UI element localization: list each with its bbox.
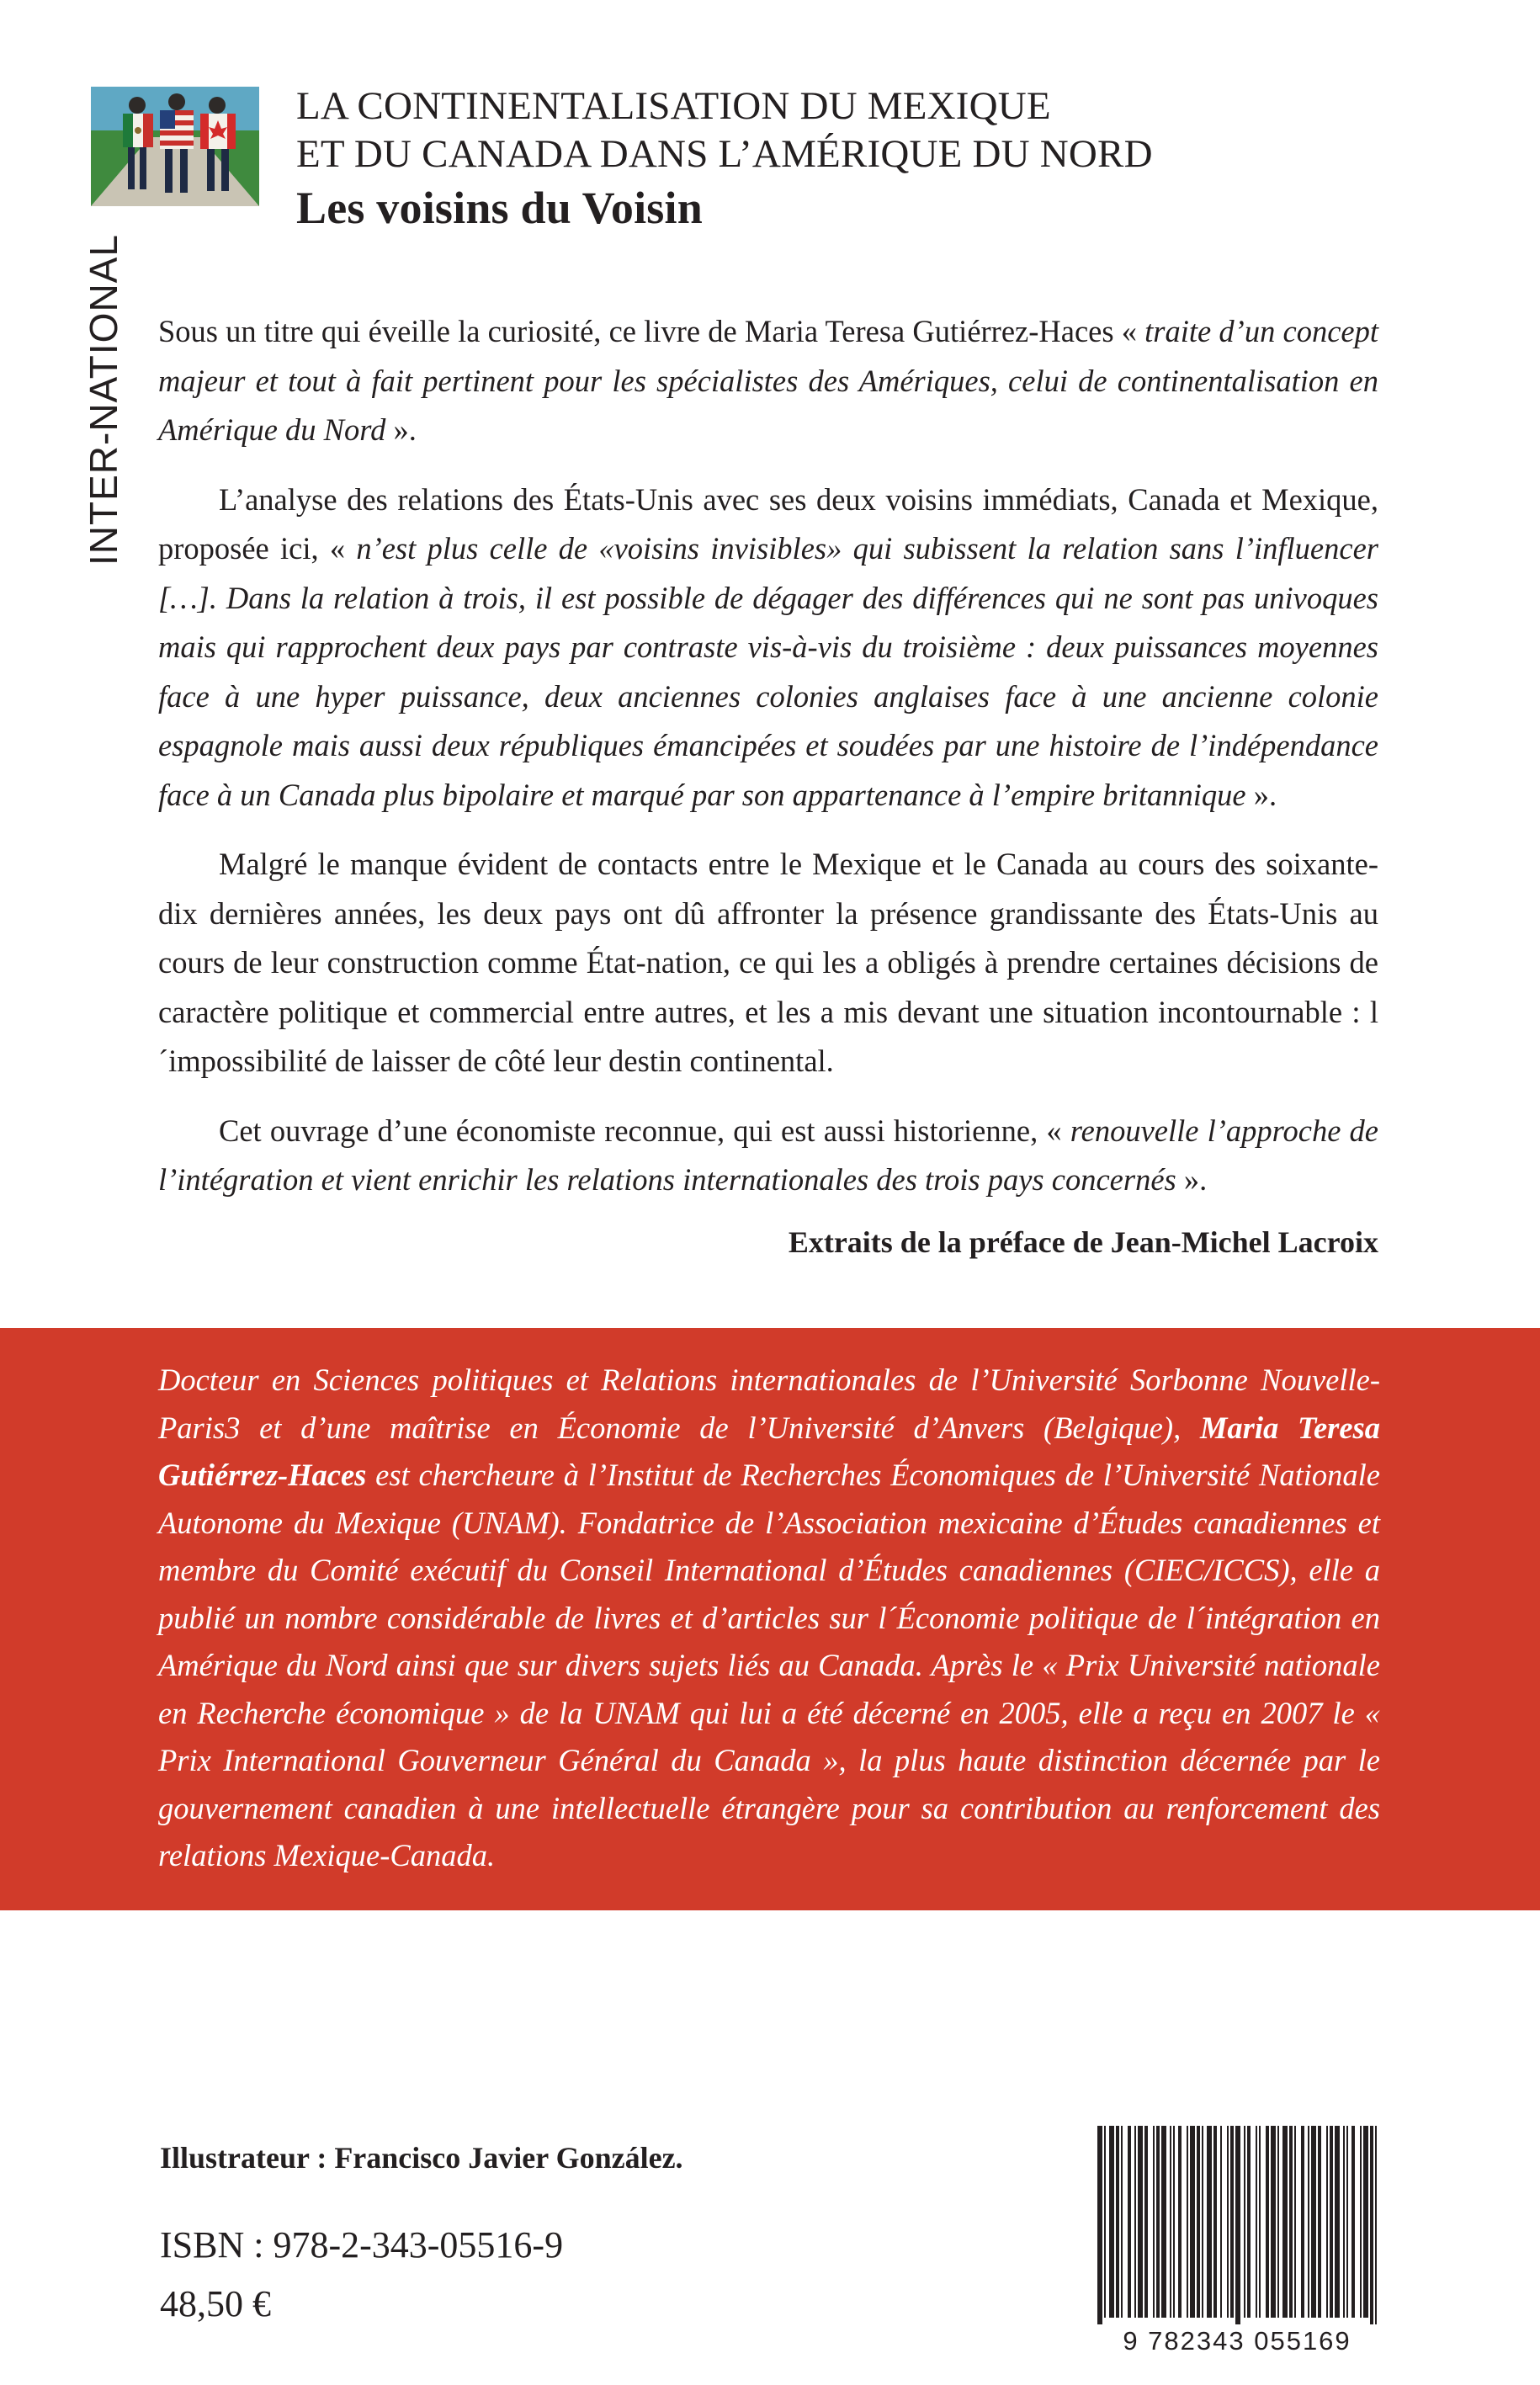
barcode-bar <box>1170 2126 1171 2318</box>
isbn-barcode <box>1086 2121 1389 2360</box>
blurb-paragraph-3 <box>158 840 1378 1086</box>
barcode-bar <box>1104 2126 1106 2318</box>
paragraph-text: Malgré le manque évident de contacts entre le Mexique et le Canada au cours des soixante-dix dernières années, les deux pays ont dû affronter la présence grandissante des États-Unis au cours de leur construction comme État-nation, ce qui les a obligés à prendre certaines décisions de caractère politique et commercial entre autres, et les a mis devant une situation incontournable : l´impossibilité de laisser de côté leur destin continental. <box>158 847 1378 1078</box>
barcode-bar <box>1156 2126 1160 2318</box>
book-title <box>296 82 1458 236</box>
barcode-bar <box>1213 2126 1217 2318</box>
barcode-bar <box>1247 2126 1251 2318</box>
bio-text-rest: est chercheure à l’Institut de Recherches Économiques de l’Université Nationale Autonome du Mexique (UNAM). Fondatrice de l’Association mexicaine d’Études canadiennes et membre du Comité exécutif du Conseil International d’Études canadiennes (CIEC/ICCS), elle a publié un nombre considérable de livres et d’articles sur l´Économie politique de l´intégration en Amérique du Nord ainsi que sur divers sujets liés au Canada. Après le « Prix Université nationale en Recherche économique » de la UNAM qui lui a été décerné en 2005, elle a reçu en 2007 le « Prix International Gouverneur Général du Canada », la plus haute distinction décernée par le gouvernement canadien à une intellectuelle étrangère pour sa contribution au renforcement des relations Mexique-Canada. <box>158 1458 1380 1872</box>
barcode-bar <box>1256 2126 1257 2318</box>
barcode-bar <box>1116 2126 1119 2318</box>
barcode-bar <box>1330 2126 1333 2318</box>
author-bio <box>158 1357 1380 1880</box>
barcode-bar <box>1360 2126 1362 2318</box>
title-line-2: ET DU CANADA DANS L’AMÉRIQUE DU NORD <box>296 132 1153 176</box>
barcode-bar <box>1187 2126 1188 2318</box>
barcode-bar <box>1318 2126 1321 2318</box>
book-subtitle: Les voisins du Voisin <box>296 183 703 233</box>
barcode-bar <box>1190 2126 1195 2318</box>
illustrator-credit: Illustrateur : Francisco Javier González. <box>160 2141 683 2175</box>
bio-text-start: Docteur en Sciences politiques et Relations internationales de l’Université Sorbonne Nouvelle-Paris3 et d’une maîtrise en Économie de l’Université d’Anvers (Belgique), <box>158 1362 1380 1445</box>
barcode-bar <box>1266 2126 1269 2318</box>
paragraph-text: ». <box>385 412 417 447</box>
barcode-bar <box>1244 2126 1245 2318</box>
barcode-bar <box>1220 2126 1222 2318</box>
barcode-bar <box>1173 2126 1175 2318</box>
barcode-bar <box>1144 2126 1148 2318</box>
barcode-bar <box>1207 2126 1212 2318</box>
barcode-bar <box>1259 2126 1261 2318</box>
barcode-bar <box>1311 2126 1316 2318</box>
back-cover-blurb <box>158 307 1378 1225</box>
barcode-bar <box>1138 2126 1143 2318</box>
cover-illustration <box>91 87 259 206</box>
barcode-bar <box>1301 2126 1304 2318</box>
barcode-bar <box>1178 2126 1182 2318</box>
barcode-bar <box>1326 2126 1328 2318</box>
barcode-bar <box>1277 2126 1279 2318</box>
barcode-bar <box>1343 2126 1345 2318</box>
barcode-bar <box>1227 2126 1229 2318</box>
paragraph-text: ». <box>1176 1162 1208 1197</box>
barcode-bar <box>1161 2126 1166 2318</box>
barcode-bar <box>1346 2126 1348 2318</box>
barcode-bar <box>1375 2126 1377 2324</box>
blurb-paragraph-1 <box>158 307 1378 455</box>
barcode-bar <box>1134 2126 1136 2318</box>
barcode-bar <box>1282 2126 1288 2318</box>
paragraph-text: L’analyse des relations des États-Unis avec ses deux voisins immédiats, Canada et Mexique, proposée ici, « <box>158 481 1378 566</box>
barcode-bar <box>1271 2126 1276 2318</box>
blurb-paragraph-2 <box>158 475 1378 821</box>
paragraph-text: Sous un titre qui éveille la curiosité, ce livre de Maria Teresa Gutiérrez-Haces « <box>158 314 1145 348</box>
barcode-digits: 9 782343 055169 <box>1123 2326 1351 2356</box>
author-name: Maria Teresa Gutiérrez-Haces <box>158 1410 1380 1492</box>
barcode-bar <box>1128 2126 1131 2318</box>
barcode-bar <box>1153 2126 1155 2318</box>
barcode-bar <box>1230 2126 1234 2318</box>
barcode-bar <box>1294 2126 1296 2318</box>
quoted-italic-text: traite d’un concept majeur et tout à fait pertinent pour les spécialistes des Amériques, celui de continentalisation en Amérique du Nord <box>158 314 1378 447</box>
paragraph-text: ». <box>1245 777 1277 812</box>
barcode-bar <box>1363 2126 1368 2318</box>
barcode-bar <box>1370 2126 1373 2324</box>
paragraph-text: Cet ouvrage d’une économiste reconnue, qui est aussi historienne, « <box>219 1113 1070 1148</box>
title-line-1: LA CONTINENTALISATION DU MEXIQUE <box>296 84 1051 128</box>
price: 48,50 € <box>160 2283 271 2324</box>
barcode-bar <box>1109 2126 1114 2318</box>
isbn: ISBN : 978-2-343-05516-9 <box>160 2224 564 2265</box>
barcode-bar <box>1121 2126 1123 2318</box>
barcode-bar <box>1335 2126 1340 2318</box>
barcode-bar <box>1235 2126 1240 2324</box>
quoted-italic-text: n’est plus celle de «voisins invisibles» qui subissent la relation sans l’influencer […]. Dans la relation à trois, il est possible de dégager des différences qui ne sont pas univoques mais qui rapprochent deux pays par contraste vis-à-vis du troisième : deux puissances moyennes face à une hyper puissance, deux anciennes colonies anglaises face à une ancienne colonie espagnole mais aussi deux républiques émancipées et soudées par une histoire de l’indépendance face à un Canada plus bipolaire et marqué par son appartenance à l’empire britannique <box>158 531 1378 812</box>
barcode-bar <box>1202 2126 1203 2318</box>
barcode-bar <box>1097 2126 1102 2324</box>
barcode-bar <box>1351 2126 1355 2318</box>
blurb-paragraph-4 <box>158 1107 1378 1205</box>
series-label: INTER-NATIONAL <box>82 234 125 566</box>
barcode-bar <box>1197 2126 1200 2318</box>
barcode-bar <box>1308 2126 1309 2318</box>
barcode-bar <box>1289 2126 1293 2318</box>
quoted-italic-text: renouvelle l’approche de l’intégration et vient enrichir les relations internationales des trois pays concernés <box>158 1113 1379 1197</box>
preface-attribution: Extraits de la préface de Jean-Michel Lacroix <box>788 1225 1378 1259</box>
